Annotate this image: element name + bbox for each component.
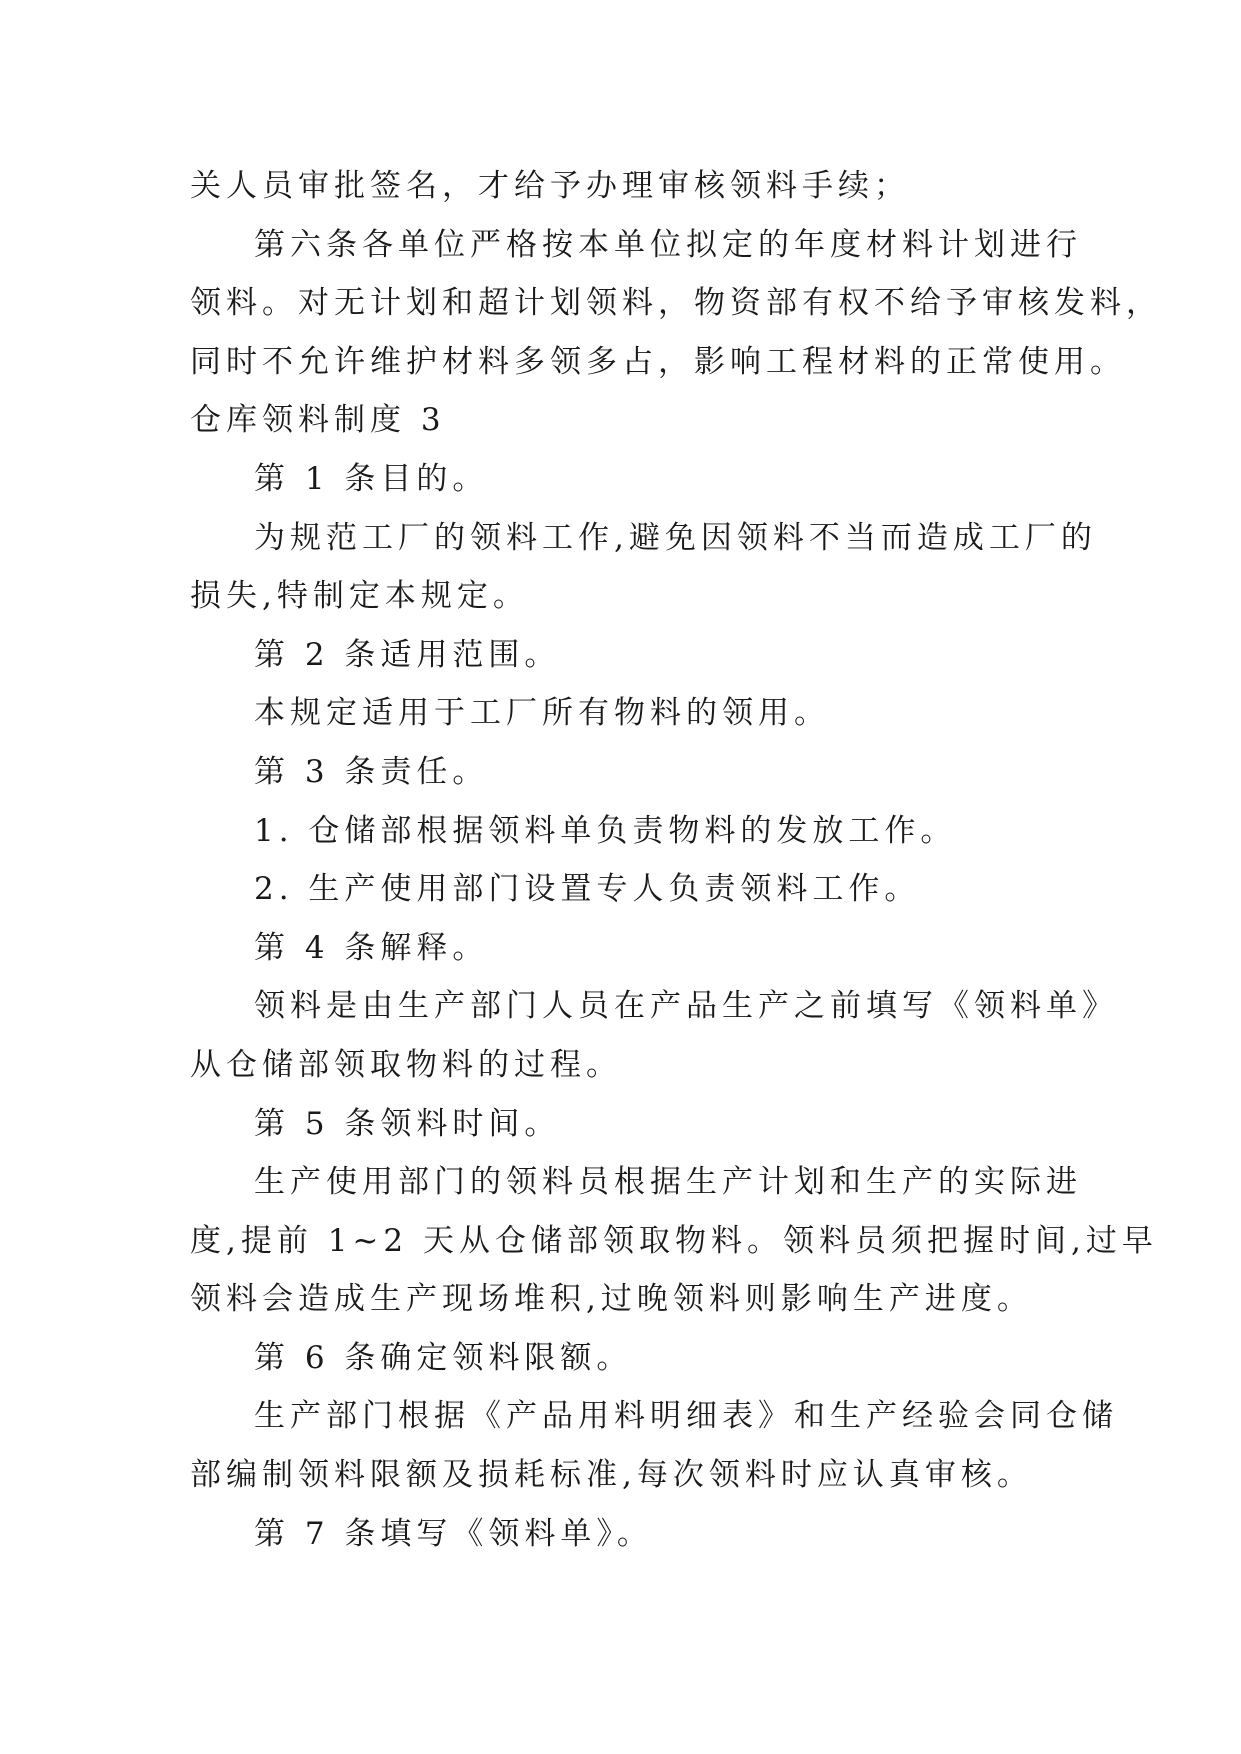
section-heading: 仓库领料制度 3 <box>190 402 446 439</box>
text-line: 同时不允许维护材料多领多占，影响工程材料的正常使用。 <box>190 343 1126 380</box>
text-line: 生产部门根据《产品用料明细表》和生产经验会同仓储 <box>254 1398 1118 1435</box>
text-line: 领料。对无计划和超计划领料，物资部有权不给予审核发料， <box>190 285 1162 322</box>
text-line: 领料是由生产部门人员在产品生产之前填写《领料单》 <box>254 988 1118 1025</box>
text-line: 第六条各单位严格按本单位拟定的年度材料计划进行 <box>254 226 1082 263</box>
article-heading: 第 7 条填写《领料单》。 <box>254 1515 653 1552</box>
article-heading: 第 6 条确定领料限额。 <box>254 1339 633 1376</box>
article-heading: 第 2 条适用范围。 <box>254 636 561 673</box>
list-item: 2. 生产使用部门设置专人负责领料工作。 <box>254 871 921 908</box>
text-line: 从仓储部领取物料的过程。 <box>190 1046 622 1083</box>
article-heading: 第 3 条责任。 <box>254 753 489 790</box>
article-heading: 第 4 条解释。 <box>254 929 489 966</box>
text-line: 领料会造成生产现场堆积,过晚领料则影响生产进度。 <box>190 1281 1033 1318</box>
text-line: 生产使用部门的领料员根据生产计划和生产的实际进 <box>254 1164 1082 1201</box>
text-line: 部编制领料限额及损耗标准,每次领料时应认真审核。 <box>190 1457 1033 1494</box>
text-line: 本规定适用于工厂所有物料的领用。 <box>254 695 830 732</box>
text-line: 关人员审批签名，才给予办理审核领料手续； <box>190 168 910 204</box>
document-body <box>190 157 1162 1563</box>
text-line: 为规范工厂的领料工作,避免因领料不当而造成工厂的 <box>254 519 1097 556</box>
list-item: 1. 仓储部根据领料单负责物料的发放工作。 <box>254 812 957 849</box>
article-heading: 第 1 条目的。 <box>254 460 489 497</box>
text-line: 损失,特制定本规定。 <box>190 578 529 615</box>
text-line: 度,提前 1~2 天从仓储部领取物料。领料员须把握时间,过早 <box>190 1222 1158 1259</box>
article-heading: 第 5 条领料时间。 <box>254 1105 561 1142</box>
